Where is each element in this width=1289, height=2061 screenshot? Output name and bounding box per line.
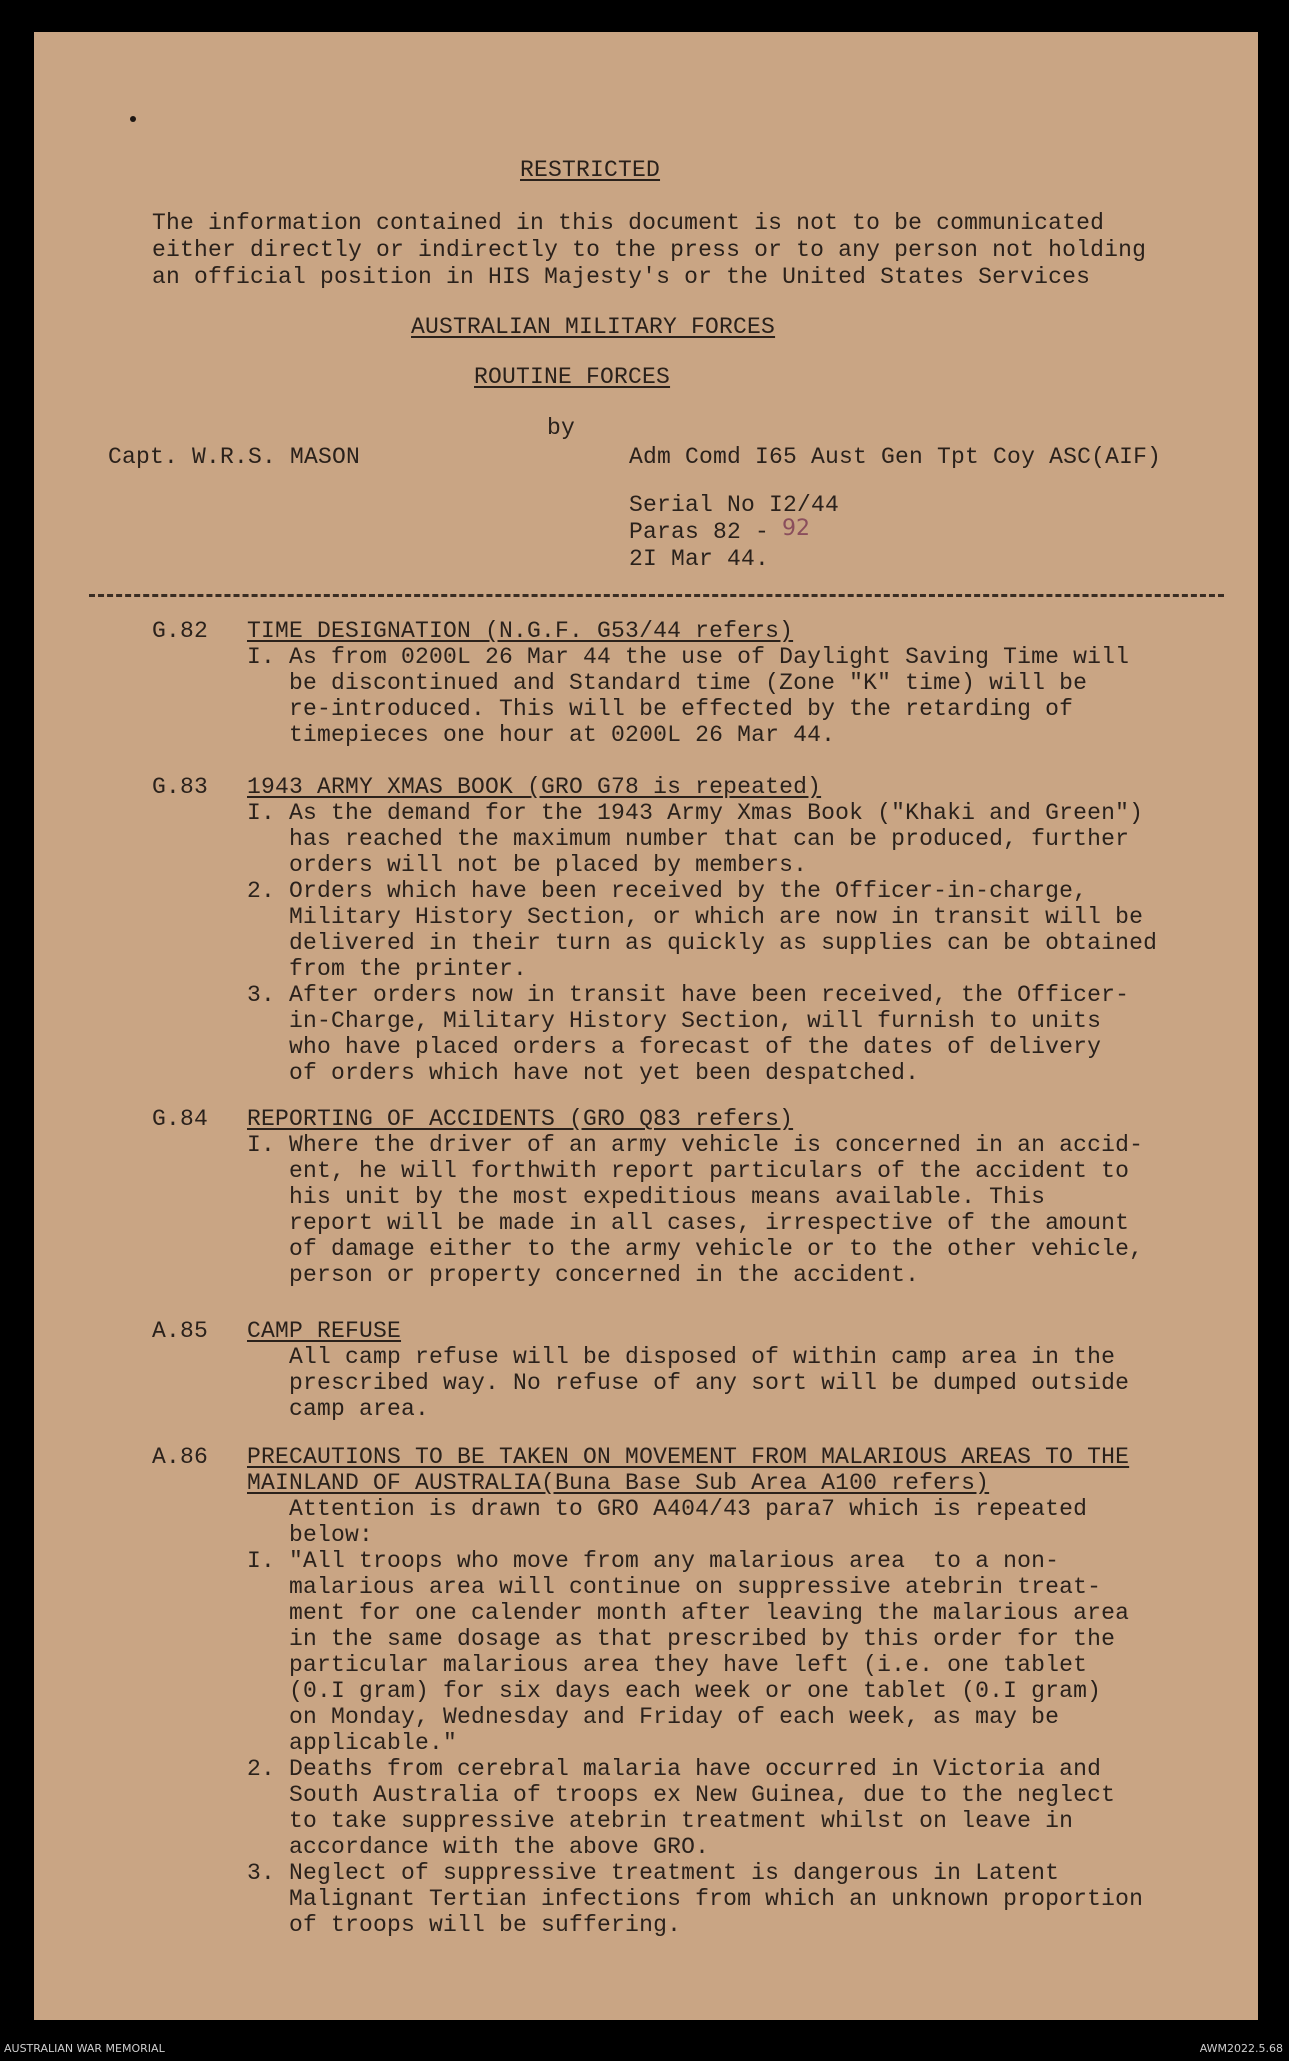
document-page bbox=[34, 32, 1258, 2020]
section-body-line: person or property concerned in the accident. bbox=[247, 1262, 920, 1288]
section-body-line: timepieces one hour at 0200L 26 Mar 44. bbox=[247, 722, 836, 748]
section-body-line: I. As from 0200L 26 Mar 44 the use of Daylight Saving Time will bbox=[247, 644, 1130, 670]
section-title-continued: MAINLAND OF AUSTRALIA(Buna Base Sub Area A100 refers) bbox=[247, 1470, 990, 1496]
section-body-line: of damage either to the army vehicle or to the other vehicle, bbox=[247, 1236, 1144, 1262]
document-title: ROUTINE FORCES bbox=[474, 364, 671, 390]
section-number: A.86 bbox=[152, 1444, 209, 1470]
section-body-line: in the same dosage as that prescribed by this order for the bbox=[247, 1626, 1116, 1652]
serial-number: Serial No I2/44 bbox=[629, 492, 840, 518]
section-body-line: in-Charge, Military History Section, will furnish to units bbox=[247, 1008, 1102, 1034]
section-body-line: his unit by the most expeditious means available. This bbox=[247, 1184, 1046, 1210]
by-label: by bbox=[547, 415, 576, 441]
section-body-line: has reached the maximum number that can be produced, further bbox=[247, 826, 1130, 852]
section-body-line: Malignant Tertian infections from which an unknown proportion bbox=[247, 1886, 1144, 1912]
paras-range: Paras 82 - bbox=[629, 519, 770, 545]
force-heading: AUSTRALIAN MILITARY FORCES bbox=[411, 314, 776, 340]
section-body-line: applicable." bbox=[247, 1730, 458, 1756]
section-body-line: camp area. bbox=[247, 1396, 430, 1422]
section-title: PRECAUTIONS TO BE TAKEN ON MOVEMENT FROM MALARIOUS AREAS TO THE bbox=[247, 1444, 1130, 1470]
section-body-line: of orders which have not yet been despatched. bbox=[247, 1060, 920, 1086]
section-number: A.85 bbox=[152, 1318, 209, 1344]
section-body-line: I. "All troops who move from any malarious area to a non- bbox=[247, 1548, 1060, 1574]
section-title: TIME DESIGNATION (N.G.F. G53/44 refers) bbox=[247, 618, 794, 644]
unit-name: Adm Comd I65 Aust Gen Tpt Coy ASC(AIF) bbox=[629, 444, 1162, 470]
section-body-line: I. Where the driver of an army vehicle is concerned in an accid- bbox=[247, 1132, 1144, 1158]
section-body-line: report will be made in all cases, irrespective of the amount bbox=[247, 1210, 1130, 1236]
section-body-line: orders will not be placed by members. bbox=[247, 852, 808, 878]
section-body-line: All camp refuse will be disposed of within camp area in the bbox=[247, 1344, 1116, 1370]
section-body-line: South Australia of troops ex New Guinea, due to the neglect bbox=[247, 1782, 1116, 1808]
header-divider bbox=[89, 594, 1224, 597]
section-body-line: Attention is drawn to GRO A404/43 para7 which is repeated bbox=[247, 1496, 1088, 1522]
section-body-line: 2. Orders which have been received by the Officer-in-charge, bbox=[247, 878, 1088, 904]
section-body-line: below: bbox=[247, 1522, 374, 1548]
notice-line-1: The information contained in this document is not to be communicated bbox=[152, 210, 1105, 236]
section-body-line: (0.I gram) for six days each week or one tablet (0.I gram) bbox=[247, 1678, 1102, 1704]
section-number: G.82 bbox=[152, 618, 209, 644]
footer-accession: AWM2022.5.68 bbox=[1199, 2042, 1283, 2055]
section-title: REPORTING OF ACCIDENTS (GRO Q83 refers) bbox=[247, 1106, 794, 1132]
section-body-line: ment for one calender month after leaving the malarious area bbox=[247, 1600, 1130, 1626]
section-number: G.83 bbox=[152, 774, 209, 800]
ink-speck bbox=[130, 116, 136, 122]
section-body-line: on Monday, Wednesday and Friday of each week, as may be bbox=[247, 1704, 1060, 1730]
footer-credit: AUSTRALIAN WAR MEMORIAL bbox=[4, 2042, 165, 2055]
section-body-line: I. As the demand for the 1943 Army Xmas Book ("Khaki and Green") bbox=[247, 800, 1144, 826]
section-body-line: malarious area will continue on suppressive atebrin treat- bbox=[247, 1574, 1102, 1600]
section-body-line: ent, he will forthwith report particulars of the accident to bbox=[247, 1158, 1130, 1184]
section-body-line: delivered in their turn as quickly as supplies can be obtained bbox=[247, 930, 1158, 956]
section-body-line: 2. Deaths from cerebral malaria have occurred in Victoria and bbox=[247, 1756, 1102, 1782]
section-number: G.84 bbox=[152, 1106, 209, 1132]
section-body-line: Military History Section, or which are now in transit will be bbox=[247, 904, 1144, 930]
section-body-line: who have placed orders a forecast of the dates of delivery bbox=[247, 1034, 1102, 1060]
section-body-line: 3. After orders now in transit have been received, the Officer- bbox=[247, 982, 1130, 1008]
section-body-line: of troops will be suffering. bbox=[247, 1912, 682, 1938]
section-body-line: prescribed way. No refuse of any sort will be dumped outside bbox=[247, 1370, 1130, 1396]
author-name: Capt. W.R.S. MASON bbox=[108, 444, 361, 470]
paras-handwritten: 92 bbox=[782, 516, 810, 541]
section-body-line: to take suppressive atebrin treatment whilst on leave in bbox=[247, 1808, 1074, 1834]
section-body-line: 3. Neglect of suppressive treatment is dangerous in Latent bbox=[247, 1860, 1060, 1886]
notice-line-2: either directly or indirectly to the press or to any person not holding bbox=[152, 237, 1147, 263]
order-date: 2I Mar 44. bbox=[629, 546, 770, 572]
section-body-line: re-introduced. This will be effected by the retarding of bbox=[247, 696, 1074, 722]
section-body-line: particular malarious area they have left (i.e. one tablet bbox=[247, 1652, 1088, 1678]
section-body-line: accordance with the above GRO. bbox=[247, 1834, 710, 1860]
section-title: 1943 ARMY XMAS BOOK (GRO G78 is repeated) bbox=[247, 774, 822, 800]
section-body-line: be discontinued and Standard time (Zone "K" time) will be bbox=[247, 670, 1088, 696]
section-body-line: from the printer. bbox=[247, 956, 528, 982]
section-title: CAMP REFUSE bbox=[247, 1318, 402, 1344]
notice-line-3: an official position in HIS Majesty's or the United States Services bbox=[152, 264, 1091, 290]
classification-heading: RESTRICTED bbox=[520, 157, 661, 183]
